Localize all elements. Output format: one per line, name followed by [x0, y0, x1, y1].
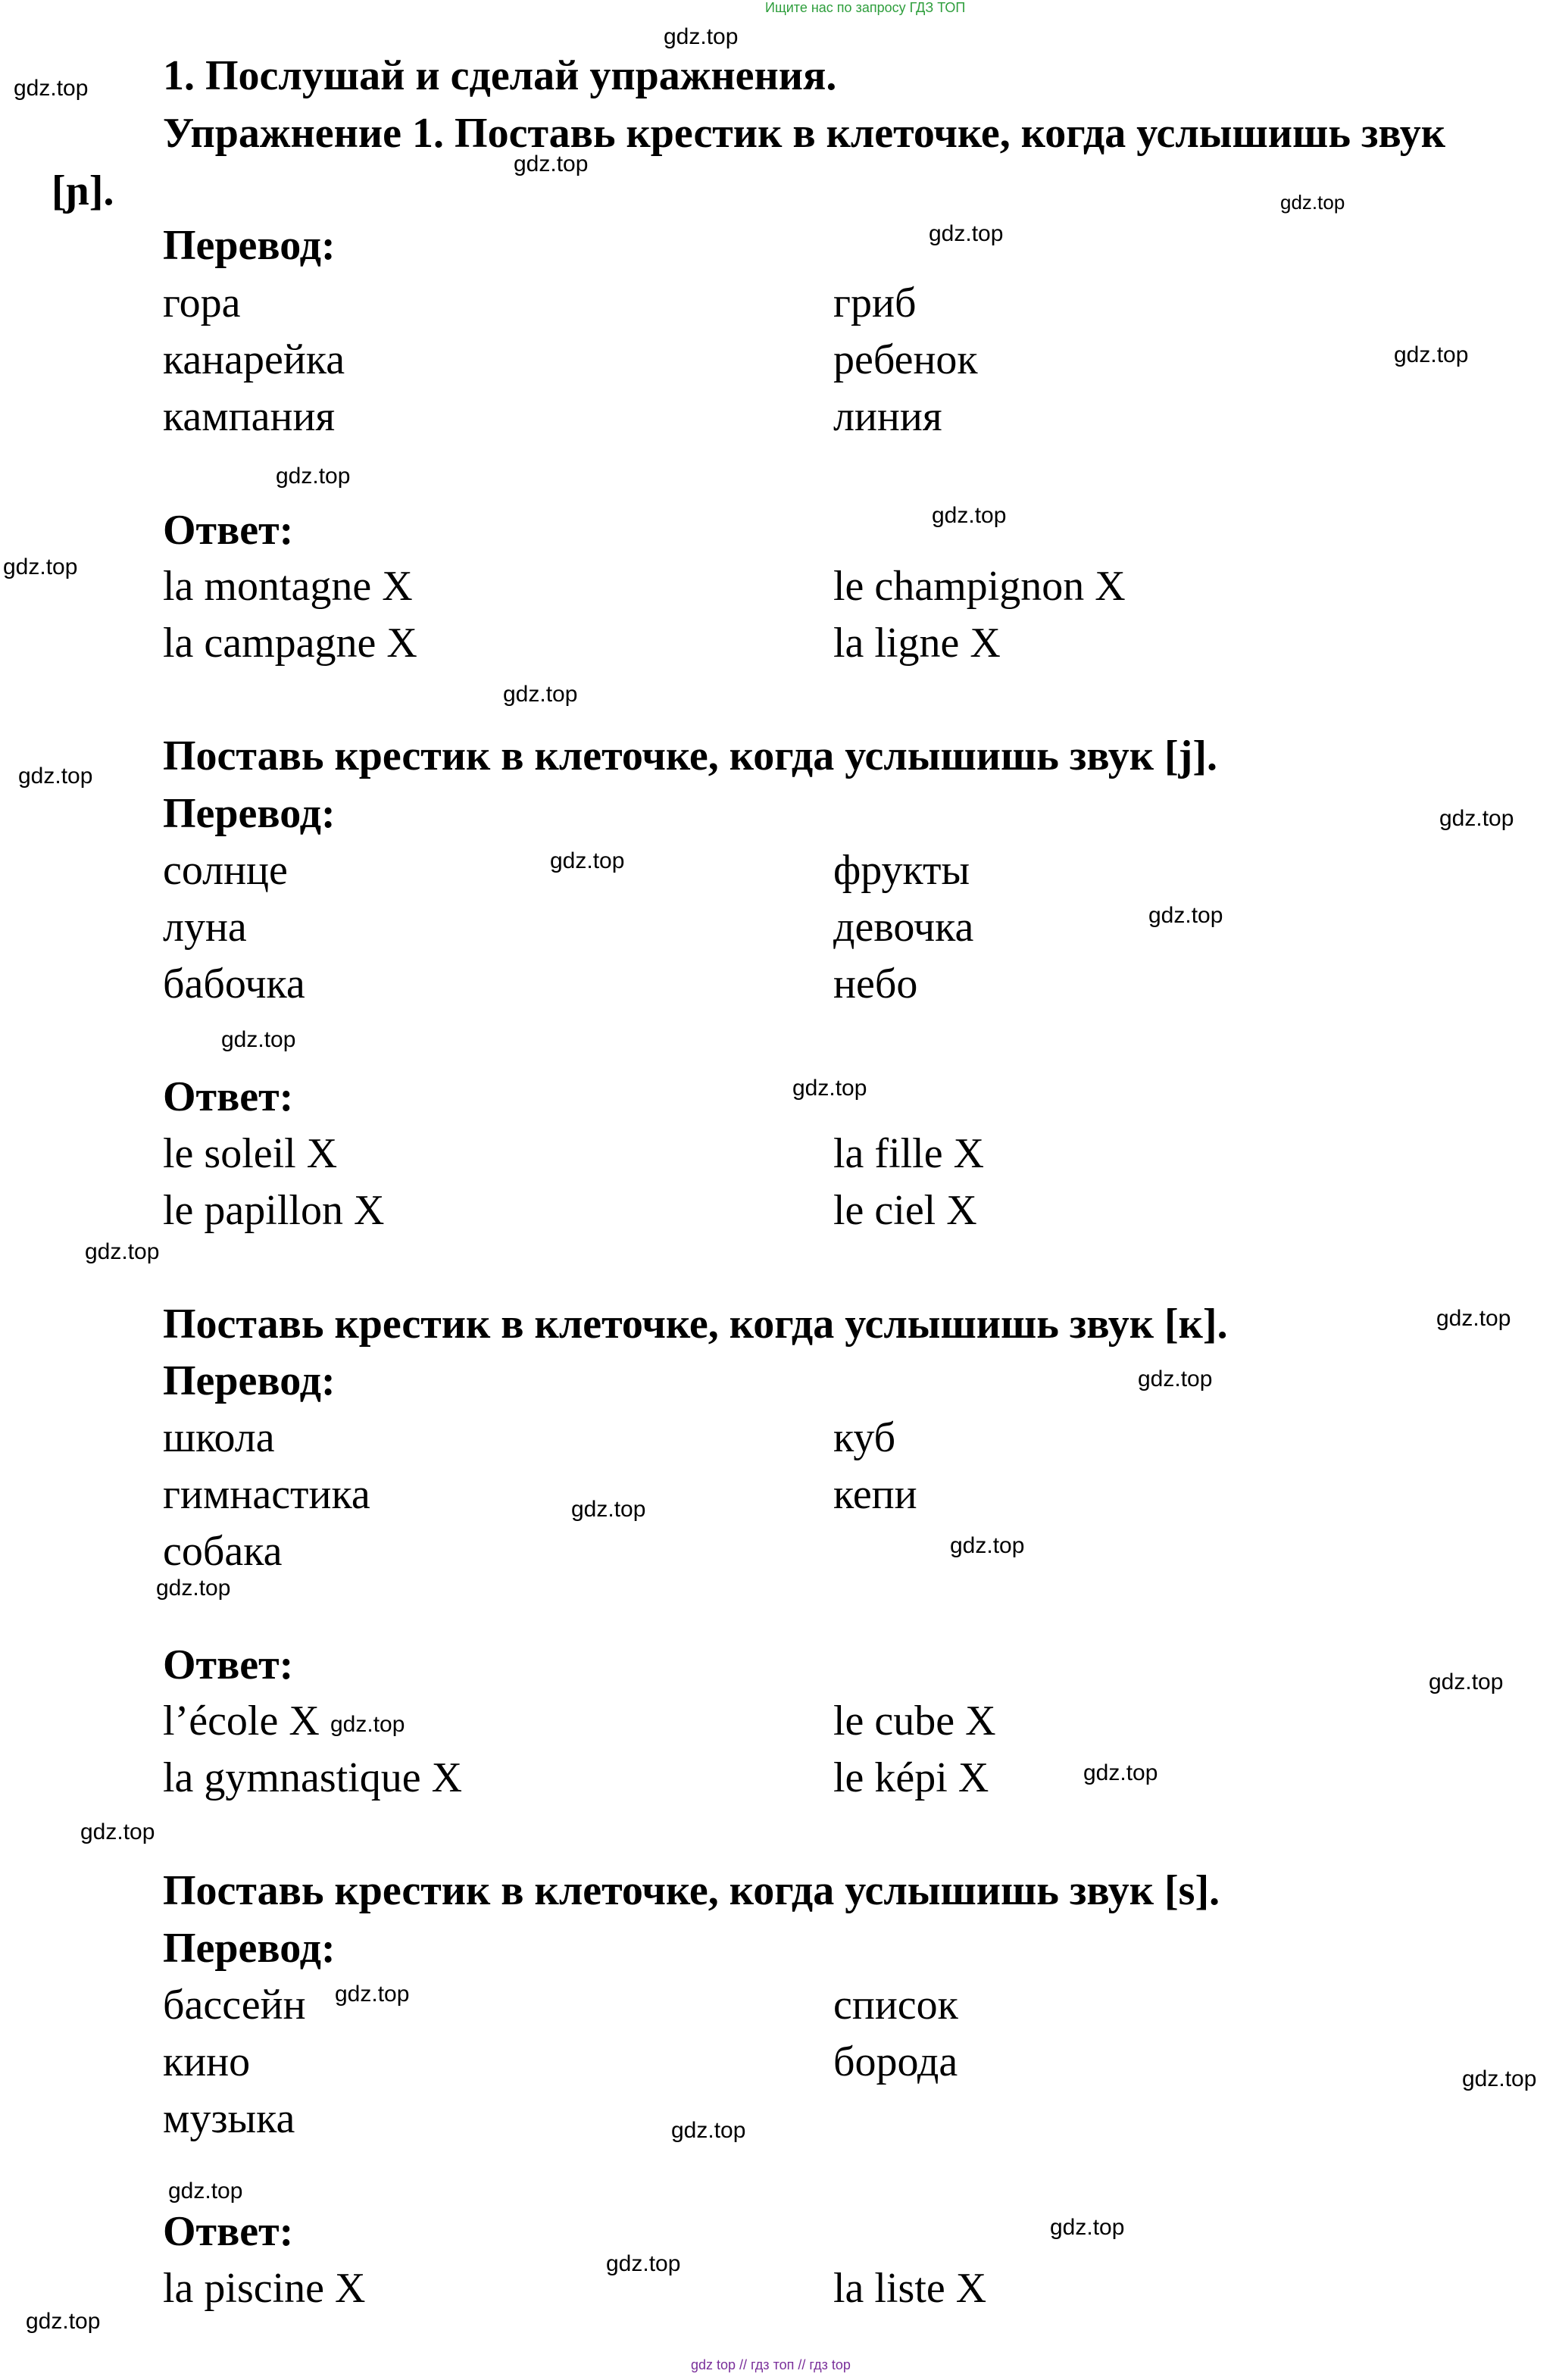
watermark: gdz.top — [1148, 903, 1223, 928]
answer-label: Ответ: — [163, 507, 294, 554]
watermark: gdz.top — [503, 682, 578, 707]
translation-word: бассейн — [163, 1982, 306, 2029]
watermark: gdz.top — [571, 1497, 646, 1522]
task-title: 1. Послушай и сделай упражнения. — [163, 52, 837, 99]
answer-word: la fille X — [833, 1130, 985, 1177]
translation-word: кампания — [163, 393, 336, 440]
answer-word: la liste X — [833, 2265, 987, 2312]
answer-word: le cube X — [833, 1698, 996, 1744]
section-heading: Поставь крестик в клеточке, когда услышишь звук [к]. — [163, 1301, 1228, 1348]
watermark: gdz.top — [330, 1712, 405, 1737]
watermark: gdz.top — [664, 24, 739, 49]
translation-word: канарейка — [163, 336, 345, 383]
watermark: gdz.top — [606, 2251, 681, 2276]
translation-label: Перевод: — [163, 1925, 336, 1972]
watermark: gdz.top — [3, 554, 78, 579]
answer-word: la piscine X — [163, 2265, 366, 2312]
answer-label: Ответ: — [163, 2208, 294, 2255]
translation-word: гора — [163, 280, 241, 326]
watermark: gdz.top — [1439, 806, 1514, 831]
answer-word: la gymnastique X — [163, 1754, 463, 1801]
section-heading: Поставь крестик в клеточке, когда услышишь звук [j]. — [163, 732, 1217, 779]
watermark: gdz.top — [550, 848, 625, 873]
watermark: gdz.top — [1429, 1669, 1504, 1694]
answer-word: le champignon X — [833, 563, 1126, 610]
answer-word: le papillon X — [163, 1187, 385, 1234]
translation-word: линия — [833, 393, 942, 440]
watermark: gdz.top — [1462, 2066, 1537, 2091]
watermark: gdz.top — [1436, 1306, 1511, 1331]
answer-word: la campagne X — [163, 620, 417, 667]
watermark: gdz.top — [1280, 191, 1345, 214]
answer-word: la ligne X — [833, 620, 1001, 667]
answer-label: Ответ: — [163, 1073, 294, 1120]
answer-label: Ответ: — [163, 1641, 294, 1688]
watermark: gdz.top — [671, 2118, 746, 2143]
answer-word: le ciel X — [833, 1187, 977, 1234]
translation-word: кепи — [833, 1471, 917, 1518]
translation-word: школа — [163, 1414, 275, 1461]
watermark: gdz.top — [221, 1027, 296, 1052]
translation-label: Перевод: — [163, 222, 336, 269]
watermark: gdz.top — [950, 1533, 1025, 1558]
translation-word: солнце — [163, 847, 288, 894]
translation-word: список — [833, 1982, 958, 2029]
watermark: gdz.top — [514, 151, 589, 176]
translation-word: гимнастика — [163, 1471, 370, 1518]
watermark: gdz.top — [18, 764, 93, 789]
translation-word: куб — [833, 1414, 896, 1461]
translation-word: фрукты — [833, 847, 970, 894]
watermark: gdz.top — [276, 464, 351, 489]
translation-word: небо — [833, 960, 918, 1007]
translation-word: ребенок — [833, 336, 978, 383]
watermark: gdz.top — [85, 1239, 160, 1264]
watermark: gdz.top — [1050, 2215, 1125, 2240]
answer-word: la montagne X — [163, 563, 413, 610]
answer-word: le képi X — [833, 1754, 989, 1801]
watermark: gdz.top — [1138, 1366, 1213, 1391]
watermark: gdz.top — [932, 503, 1007, 528]
answer-word: l’école X — [163, 1698, 320, 1744]
watermark: gdz.top — [156, 1576, 231, 1601]
watermark: gdz.top — [792, 1076, 867, 1101]
translation-word: бабочка — [163, 960, 305, 1007]
watermark: gdz.top — [168, 2179, 243, 2204]
watermark: gdz.top — [80, 1819, 155, 1844]
translation-label: Перевод: — [163, 1357, 336, 1404]
watermark: gdz.top — [1394, 342, 1469, 367]
exercise-heading: Упражнение 1. Поставь крестик в клеточке, когда услышишь звук — [163, 110, 1446, 157]
translation-word: гриб — [833, 280, 917, 326]
section-heading: Поставь крестик в клеточке, когда услышишь звук [s]. — [163, 1867, 1220, 1914]
translation-label: Перевод: — [163, 790, 336, 837]
answer-word: le soleil X — [163, 1130, 338, 1177]
watermark: gdz.top — [26, 2309, 101, 2334]
translation-word: луна — [163, 904, 247, 951]
watermark: gdz.top — [1083, 1760, 1158, 1785]
watermark: gdz.top — [335, 1982, 410, 2007]
translation-word: кино — [163, 2038, 251, 2085]
watermark: gdz.top — [929, 221, 1004, 246]
footer-text: gdz top // гдз топ // гдз top — [691, 2357, 851, 2372]
top-notice: Ищите нас по запросу ГДЗ ТОП — [765, 0, 966, 15]
translation-word: борода — [833, 2038, 958, 2085]
exercise-heading-sound: [ɲ]. — [52, 167, 114, 214]
translation-word: девочка — [833, 904, 974, 951]
translation-word: собака — [163, 1528, 283, 1575]
translation-word: музыка — [163, 2095, 295, 2142]
watermark: gdz.top — [14, 76, 89, 101]
